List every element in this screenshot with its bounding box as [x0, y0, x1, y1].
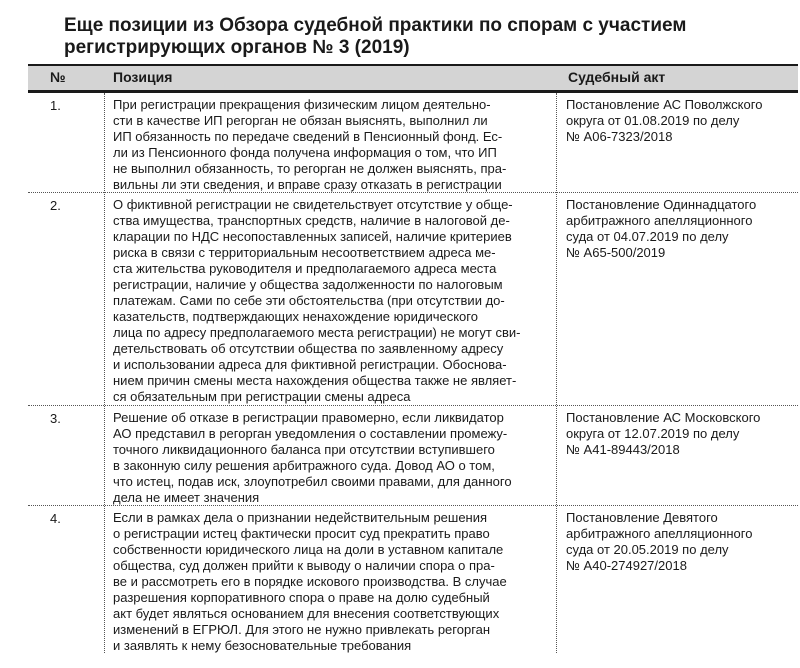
position-line: ве и рассмотреть его в порядке искового производства. В случае	[113, 574, 507, 589]
row-court-act	[566, 197, 798, 261]
position-line: и использовании адреса для фиктивной регистрации. Обоснова-	[113, 357, 507, 372]
position-line: собственности юридического лица на доли в уставном капитале	[113, 542, 504, 557]
act-line: суда от 20.05.2019 по делу	[566, 542, 729, 557]
act-line: округа от 12.07.2019 по делу	[566, 426, 740, 441]
page-title	[64, 15, 764, 59]
row-position	[113, 97, 553, 193]
position-line: не выполнил обязанность, то регорган не должен выяснять, пра-	[113, 161, 507, 176]
act-line: Постановление АС Московского	[566, 410, 761, 425]
row-court-act	[566, 97, 798, 145]
act-line: № А65-500/2019	[566, 245, 666, 260]
act-line: Постановление Одиннадцатого	[566, 197, 757, 212]
position-line: платежам. Сами по себе эти обстоятельства (при отсутствии до-	[113, 293, 505, 308]
position-line: общества, суд должен прийти к выводу о наличии спора о пра-	[113, 558, 495, 573]
position-line: и заявлять к нему безосновательные требования	[113, 638, 412, 653]
position-line: вильны ли эти сведения, и вправе сразу отказать в регистрации	[113, 177, 502, 192]
row-number: 2.	[50, 198, 61, 213]
title-line-1: Еще позиции из Обзора судебной практики по спорам с участием	[64, 15, 687, 36]
position-line: регистрации, наличие у общества задолженности по налоговым	[113, 277, 503, 292]
position-line: При регистрации прекращения физическим лицом деятельно-	[113, 97, 491, 112]
position-line: акт будет являться основанием для внесения соответствующих	[113, 606, 500, 621]
header-num: №	[50, 69, 66, 85]
position-line: детельствовать об отсутствии общества по заявленному адресу	[113, 341, 504, 356]
position-line: в законную силу решения арбитражного суда. Довод АО о том,	[113, 458, 495, 473]
position-line: сти в качестве ИП регорган не обязан выяснять, выполнил ли	[113, 113, 488, 128]
title-line-2: регистрирующих органов № 3 (2019)	[64, 37, 410, 58]
position-line: О фиктивной регистрации не свидетельствует отсутствие у обще-	[113, 197, 513, 212]
position-line: нием причин смены места нахождения общества также не являет-	[113, 373, 517, 388]
act-line: суда от 04.07.2019 по делу	[566, 229, 729, 244]
header-position: Позиция	[113, 69, 173, 85]
position-line: ИП обязанность по передаче сведений в Пенсионный фонд. Ес-	[113, 129, 503, 144]
act-line: арбитражного апелляционного	[566, 526, 753, 541]
position-line: ста жительства руководителя и предполагаемого адреса места	[113, 261, 497, 276]
row-position	[113, 410, 553, 506]
row-number: 1.	[50, 98, 61, 113]
row-position	[113, 197, 553, 405]
position-line: разрешения корпоративного спора о праве на долю судебный	[113, 590, 490, 605]
position-line: лица по адресу предполагаемого места регистрации) не могут сви-	[113, 325, 521, 340]
header-act: Судебный акт	[568, 69, 666, 85]
position-line: Если в рамках дела о признании недействительным решения	[113, 510, 488, 525]
table-row	[28, 506, 798, 654]
position-line: ли из Пенсионного фонда получена информация о том, что ИП	[113, 145, 497, 160]
table-header	[28, 66, 798, 90]
position-line: АО представил в регорган уведомления о составлении промежу-	[113, 426, 508, 441]
position-line: изменений в ЕГРЮЛ. Для этого не нужно привлекать регорган	[113, 622, 491, 637]
position-line: риска в связи с территориальным несоответствием адреса ме-	[113, 245, 496, 260]
act-line: № А06-7323/2018	[566, 129, 673, 144]
position-line: кларации по НДС несопоставленных записей, наличие критериев	[113, 229, 512, 244]
position-line: дела не имеет значения	[113, 490, 260, 505]
table-row	[28, 193, 798, 406]
position-line: что истец, подав иск, злоупотребил своими правами, для данного	[113, 474, 512, 489]
act-line: округа от 01.08.2019 по делу	[566, 113, 740, 128]
row-number: 3.	[50, 411, 61, 426]
position-line: казательств, подтверждающих ненахождение юридического	[113, 309, 478, 324]
act-line: № А41-89443/2018	[566, 442, 680, 457]
table-row	[28, 93, 798, 193]
act-line: арбитражного апелляционного	[566, 213, 753, 228]
act-line: № А40-274927/2018	[566, 558, 687, 573]
row-court-act	[566, 510, 798, 574]
row-position	[113, 510, 553, 654]
position-line: о регистрации истец фактически просит суд прекратить право	[113, 526, 490, 541]
position-line: Решение об отказе в регистрации правомерно, если ликвидатор	[113, 410, 504, 425]
table-row	[28, 406, 798, 506]
row-number: 4.	[50, 511, 61, 526]
row-court-act	[566, 410, 798, 458]
act-line: Постановление АС Поволжского	[566, 97, 763, 112]
position-line: ства имущества, транспортных средств, наличие в налоговой де-	[113, 213, 510, 228]
act-line: Постановление Девятого	[566, 510, 718, 525]
position-line: ся обязательным при регистрации смены адреса	[113, 389, 411, 404]
position-line: точного ликвидационного баланса при отсутствии вступившего	[113, 442, 495, 457]
